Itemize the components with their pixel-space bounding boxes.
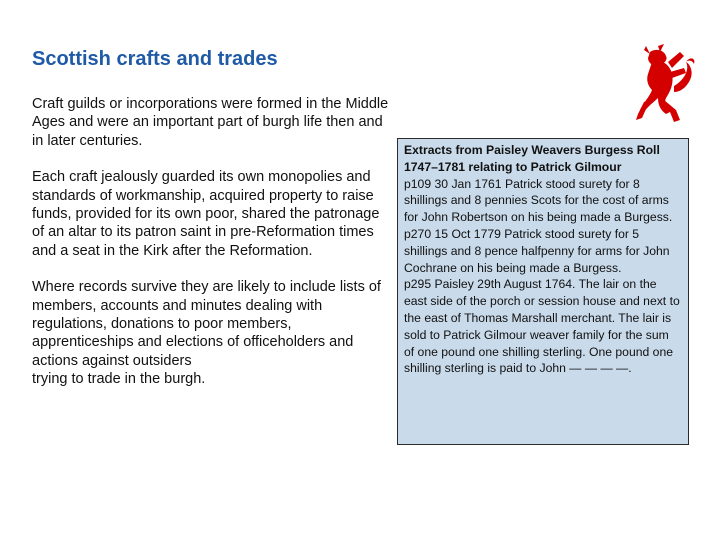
paragraph-craft-monopolies: Each craft jealously guarded its own monopolies and standards of workmanship, acquired property to raise funds, provided for its own poor, shared the patronage of an altar to its patron saint in pre-Reformation times and a seat in the Kirk after the Reformation.: [32, 169, 380, 259]
slide-title: Scottish crafts and trades: [32, 48, 278, 70]
paragraph-craft-guilds: Craft guilds or incorporations were formed in the Middle Ages and were an important part of burgh life then and in later centuries.: [32, 96, 389, 149]
extract-box: [397, 138, 689, 445]
extract-heading: Extracts from Paisley Weavers Burgess Roll 1747–1781 relating to Patrick Gilmour: [404, 143, 660, 174]
slide-body: [32, 95, 390, 407]
paragraph-records: Where records survive they are likely to include lists of members, accounts and minutes dealing with regulations, donations to poor members, apprenticeships and elections of officeholders and actions against outsiders trying to trade in the burgh.: [32, 279, 381, 388]
extract-body: p109 30 Jan 1761 Patrick stood surety for 8 shillings and 8 pennies Scots for the cost of arms for John Robertson on his being made a Burgess. p270 15 Oct 1779 Patrick stood surety for 5 shillings and 8 pence halfpenny for arms for John Cochrane on his being made a Burgess. p295 Paisley 29th August 1764. The lair on the east side of the porch or session house and next to the east of Thomas Marshall merchant. The lair is sold to Patrick Gilmour weaver family for the sum of one pound one shilling sterling. One pound one shilling sterling is paid to John — — — —.: [404, 176, 680, 376]
lion-rampant-icon: [630, 40, 700, 128]
